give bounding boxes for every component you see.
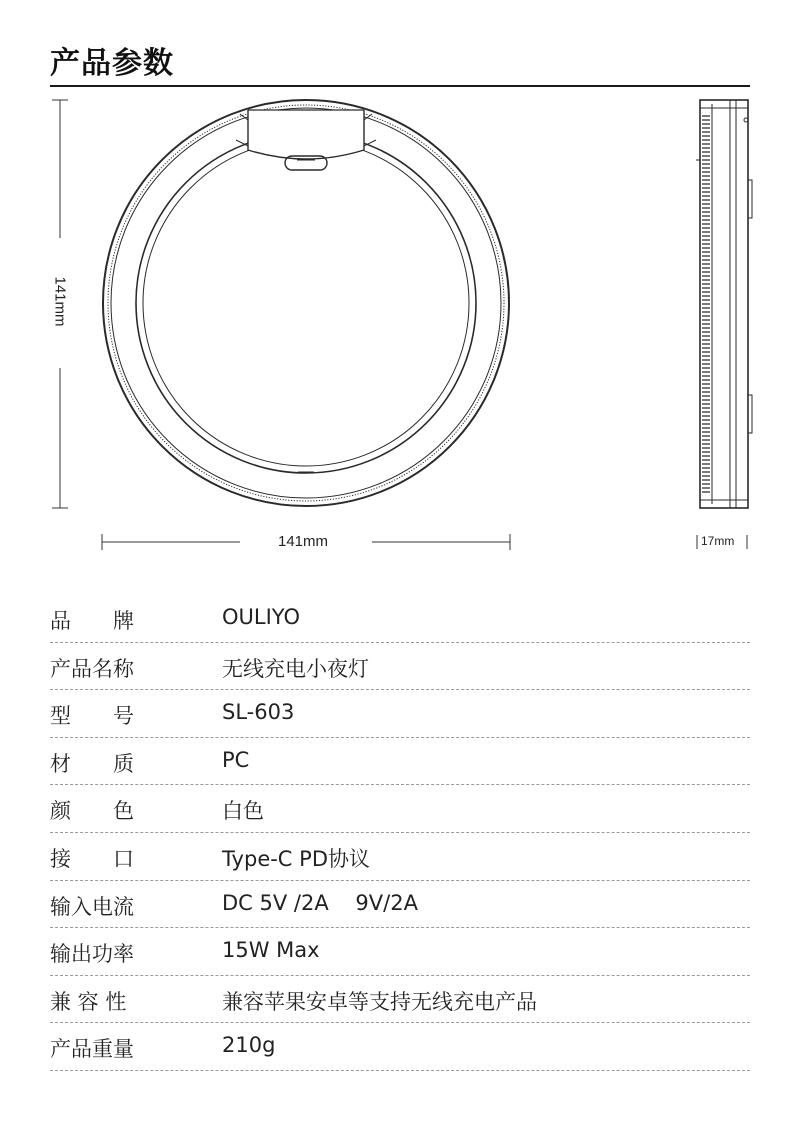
spec-label: 输入电流 [50, 894, 134, 919]
spec-label: 品 牌 [50, 609, 134, 633]
spec-row-product-name [50, 643, 750, 691]
spec-row-weight [50, 1023, 750, 1071]
spec-row-color [50, 785, 750, 833]
spec-value: SL-603 [222, 700, 295, 725]
spec-row-input-current [50, 881, 750, 929]
spec-value: Type-C PD协议 [222, 846, 370, 871]
spec-value: 210g [222, 1033, 276, 1058]
spec-table [50, 595, 750, 1071]
spec-label: 产品重量 [50, 1037, 134, 1062]
spec-value: 兼容苹果安卓等支持无线充电产品 [222, 989, 537, 1014]
spec-value: 白色 [222, 799, 264, 824]
spec-value: OULIYO [222, 605, 301, 629]
spec-label: 输出功率 [50, 942, 134, 967]
spec-value: 15W Max [222, 938, 320, 963]
spec-value: PC [222, 747, 250, 772]
spec-label: 材 质 [50, 751, 134, 776]
spec-label: 型 号 [50, 704, 134, 729]
spec-label: 兼 容 性 [50, 989, 127, 1014]
page-title: 产品参数 [50, 46, 174, 81]
height-dimension-label: 141mm [51, 276, 69, 327]
spec-row-brand [50, 595, 750, 643]
spec-label: 产品名称 [50, 656, 134, 681]
spec-row-material [50, 738, 750, 786]
spec-row-output-power [50, 928, 750, 976]
spec-value: DC 5V /2A 9V/2A [222, 890, 418, 915]
depth-dimension-label: 17mm [701, 534, 735, 548]
spec-label: 接 口 [50, 846, 134, 871]
width-dimension-label: 141mm [278, 533, 329, 550]
side-view [696, 100, 752, 508]
spec-value: 无线充电小夜灯 [222, 656, 369, 681]
front-view [103, 100, 509, 506]
spec-row-model [50, 690, 750, 738]
spec-row-interface [50, 833, 750, 881]
spec-label: 颜 色 [50, 799, 134, 824]
spec-row-compatibility [50, 976, 750, 1024]
